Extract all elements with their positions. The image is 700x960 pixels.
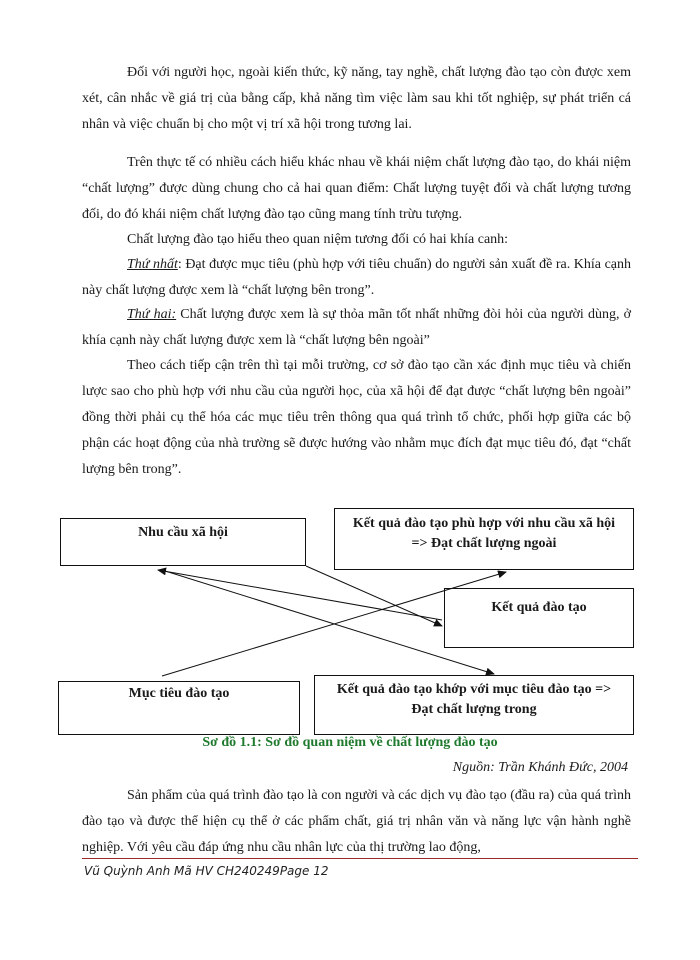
box-training-result: Kết quả đào tạo — [444, 588, 634, 648]
paragraph-7: Sản phẩm của quá trình đào tạo là con người và các dịch vụ đào tạo (đầu ra) của quá trình đào tạo và được thể hiện cụ thể ở các phẩm chất, giá trị nhân văn và năng lực vận hành nghề nghiệp. Với yêu cầu đáp ứng nhu cầu nhân lực của thị trường lao động, — [82, 788, 631, 855]
figure-caption: Sơ đồ 1.1: Sơ đồ quan niệm về chất lượng đào tạo — [202, 735, 498, 750]
box-training-goal: Mục tiêu đào tạo — [58, 681, 300, 735]
paragraph-4-text: : Đạt được mục tiêu (phù hợp với tiêu chuẩn) do người sản xuất đề ra. Khía cạnh này chất lượng được xem là “chất lượng bên trong”. — [82, 257, 631, 298]
footer-rule — [82, 858, 638, 859]
paragraph-6: Theo cách tiếp cận trên thì tại mỗi trường, cơ sở đào tạo cần xác định mục tiêu và chiến lược sao cho phù hợp với nhu cầu của người học, của xã hội để đạt được “chất lượng bên ngoài” đồng thời phải cụ thể hóa các mục tiêu trên thông qua quá trình tổ chức, phối hợp giữa các bộ phận các hoạt động của nhà trường sẽ được hướng vào nhằm mục đích đạt mục tiêu đó, đạt “chất lượng bên trong”. — [82, 358, 631, 477]
box-internal-quality: Kết quả đào tạo khớp với mục tiêu đào tạo => Đạt chất lượng trong — [314, 675, 634, 735]
arrow-to-training-result — [306, 566, 442, 626]
arrow-to-social-needs — [158, 570, 442, 620]
paragraph-3: Chất lượng đào tạo hiểu theo quan niệm tương đối có hai khía canh: — [127, 232, 509, 247]
label-first: Thứ nhất — [127, 257, 178, 272]
paragraph-1: Đối với người học, ngoài kiến thức, kỹ năng, tay nghề, chất lượng đào tạo còn được xem xét, cân nhắc về giá trị của bằng cấp, khả năng tìm việc làm sau khi tốt nghiệp, sự phát triển cá nhân và việc chuẩn bị cho một vị trí xã hội trong tương lai. — [82, 65, 631, 132]
box-social-needs: Nhu cầu xã hội — [60, 518, 306, 566]
arrow-to-internal-quality — [162, 570, 494, 674]
paragraph-5-text: Chất lượng được xem là sự thỏa mãn tốt nhất những đòi hỏi của người dùng, ở khía cạnh này chất lượng được xem là “chất lượng bên ngoài” — [82, 307, 631, 348]
label-second: Thứ hai: — [127, 307, 177, 322]
box-external-quality: Kết quả đào tạo phù hợp với nhu cầu xã hội => Đạt chất lượng ngoài — [334, 508, 634, 570]
paragraph-2: Trên thực tế có nhiều cách hiểu khác nhau về khái niệm chất lượng đào tạo, do khái niệm “chất lượng” được dùng chung cho cả hai quan điểm: Chất lượng tuyệt đối và chất lượng tương đối, do đó khái niệm chất lượng đào tạo cũng mang tính trừu tượng. — [82, 155, 631, 222]
page-footer: Vũ Quỳnh Anh Mã HV CH240249Page 12 — [84, 864, 329, 878]
figure-source: Nguồn: Trần Khánh Đức, 2004 — [452, 760, 628, 775]
